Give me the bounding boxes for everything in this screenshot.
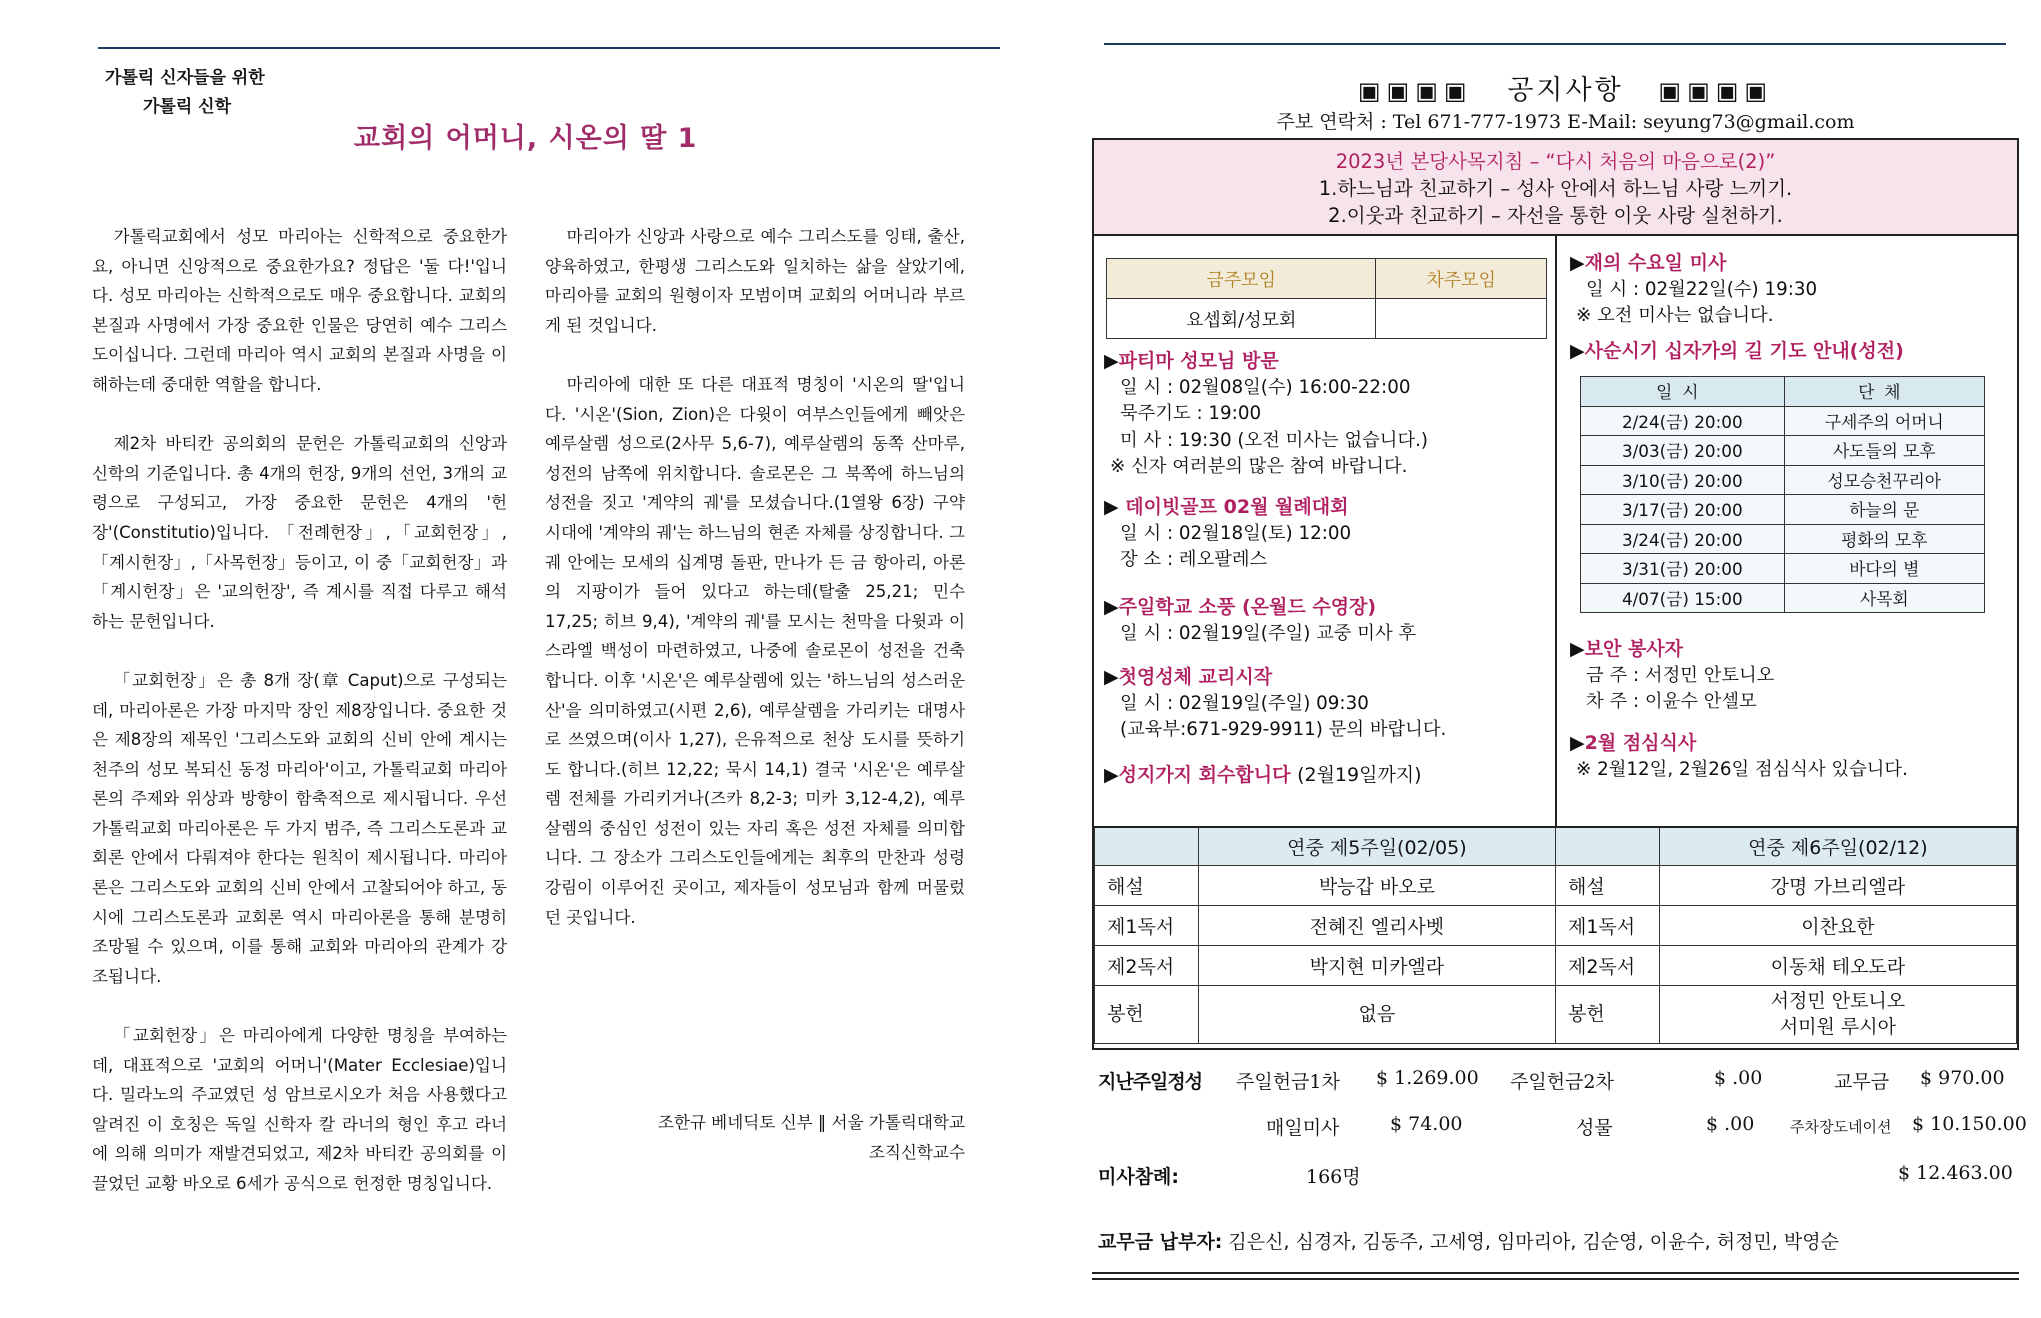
lent-datetime: 2/24(금) 20:00	[1581, 406, 1785, 436]
role-label: 제1독서	[1095, 905, 1199, 945]
notice-row: 일 시 : 02월22일(수) 19:30	[1586, 278, 1818, 300]
author-credit	[545, 1108, 965, 1167]
donors-line	[1098, 1227, 1839, 1254]
week2-name	[1659, 985, 2016, 1043]
title-squares: ▣▣▣▣	[1357, 77, 1473, 105]
sunday1-amount: $ 1.269.00	[1376, 1067, 1479, 1089]
role-label: 해설	[1555, 865, 1659, 905]
arrow-icon: ▶	[1104, 764, 1119, 786]
notice-ash-wednesday	[1570, 250, 1817, 330]
lent-group: 구세주의 어머니	[1784, 406, 1984, 436]
week1-name: 박지현 미카엘라	[1198, 945, 1555, 985]
lent-datetime: 4/07(금) 15:00	[1581, 583, 1785, 613]
paragraph: 마리아가 신앙과 사랑으로 예수 그리스도를 잉태, 출산, 양육하였고, 한평생 그리스도와 일치하는 삶을 살았기에, 마리아를 교회의 원형이자 모범이며 교회의 어머니라 부르게 된 것입니다.	[545, 227, 965, 335]
attendance-label: 미사참례:	[1098, 1166, 1180, 1188]
article-column-2	[545, 222, 965, 932]
notice-note: (2월19일까지)	[1297, 764, 1422, 786]
notice-row: 일 시 : 02월19일(주일) 09:30	[1120, 692, 1369, 714]
notice-row: 묵주기도 : 19:00	[1120, 403, 1262, 424]
notice-heading: 첫영성체 교리시작	[1118, 666, 1273, 688]
pastoral-title: 2023년 본당사목지침 – “다시 처음의 마음으로(2)”	[1335, 150, 1776, 173]
notice-row: ※ 오전 미사는 없습니다.	[1576, 305, 1774, 326]
kyomu-amount: $ 970.00	[1920, 1067, 2005, 1089]
offertory-name: 서미원 루시아	[1779, 1016, 1896, 1038]
author-line: 조한규 베네딕토 신부 ‖ 서울 가톨릭대학교	[657, 1113, 965, 1132]
role-label: 봉헌	[1555, 985, 1659, 1043]
paragraph: 제2차 바티칸 공의회의 문헌은 가톨릭교회의 신앙과 신학의 기준입니다. 총 4개의 헌장, 9개의 선언, 3개의 교령으로 구성되고, 가장 중요한 문헌은 4개의 '헌장'(Constitutio)입니다. 「전례헌장」,「교회헌장」,「계시헌장」,「사목헌장」등이고, 이 중「교회헌장」과「계시헌장」은 '교의헌장', 즉 계시를 직접 다루고 해석하는 문헌입니다.	[92, 434, 507, 631]
paragraph: 「교회헌장」은 마리아에게 다양한 명칭을 부여하는데, 대표적으로 '교회의 어머니'(Mater Ecclesiae)입니다. 밀라노의 주교였던 성 암브로시오가 처음 사용했다고 알려진 이 호칭은 독일 신학자 칼 라너의 형인 후고 라너에 의해 의미가 재발견되었고, 제2차 바티칸 공의회를 이끌었던 교황 바오로 6세가 공식으로 헌정한 명칭입니다.	[92, 1026, 507, 1193]
sunday2-amount: $ .00	[1714, 1067, 1763, 1089]
role-label: 제1독서	[1555, 905, 1659, 945]
notice-row: ※ 2월12일, 2월26일 점심식사 있습니다.	[1576, 758, 1908, 780]
week2-name: 이찬요한	[1659, 905, 2016, 945]
pastoral-item: 2.이웃과 친교하기 – 자선을 통한 이웃 사랑 실천하기.	[1328, 204, 1783, 227]
notice-heading: 데이빗골프 02월 월례대회	[1125, 496, 1349, 518]
lent-group: 하늘의 문	[1784, 495, 1984, 525]
parking-label: 주차장도네이션	[1790, 1118, 1892, 1136]
header-datetime: 일시	[1581, 377, 1785, 407]
lent-group: 사도들의 모후	[1784, 436, 1984, 466]
notice-heading: 재의 수요일 미사	[1584, 252, 1727, 274]
lent-datetime: 3/10(금) 20:00	[1581, 465, 1785, 495]
lent-row	[1581, 554, 1985, 584]
lent-row	[1581, 406, 1985, 436]
notice-lent	[1570, 338, 1904, 365]
role-label: 제2독서	[1555, 945, 1659, 985]
pastoral-guidelines	[1094, 140, 2017, 236]
header-this-week: 금주모임	[1107, 259, 1376, 299]
right-page	[1090, 0, 2041, 1318]
notice-row: 미 사 : 19:30 (오전 미사는 없습니다.)	[1120, 429, 1429, 451]
sunday2-label: 주일헌금2차	[1510, 1071, 1614, 1093]
notice-heading: 2월 점심식사	[1584, 732, 1697, 754]
daily-label: 매일미사	[1266, 1117, 1340, 1139]
notice-row: 일 시 : 02월08일(수) 16:00-22:00	[1120, 376, 1411, 398]
lent-datetime: 3/03(금) 20:00	[1581, 436, 1785, 466]
top-rule	[1104, 43, 2006, 45]
notice-golf	[1104, 494, 1351, 574]
paragraph: 「교회헌장」은 총 8개 장(章 Caput)으로 구성되는데, 마리아론은 가장 마지막 장인 제8장입니다. 중요한 것은 제8장의 제목인 '그리스도와 교회의 신비 안에 계시는 천주의 성모 복되신 동정 마리아'이고, 가톨릭교회 마리아론의 주제와 위상과 방향이 함축적으로 제시됩니다. 우선 가톨릭교회 마리아론은 두 가지 범주, 즉 그리스도론과 교회론 안에서 다뤄져야 한다는 원칙이 제시됩니다. 마리아론은 그리스도와 교회의 신비 안에서 고찰되어야 하고, 동시에 그리스도론과 교회론 역시 마리아론을 통해 분명히 조망될 수 있으며, 이를 통해 교회와 마리아의 관계가 강조됩니다.	[92, 670, 507, 986]
kyomu-label: 교무금	[1834, 1071, 1890, 1093]
notice-row: 일 시 : 02월18일(토) 12:00	[1120, 522, 1352, 544]
contact-line: 주보 연락처 : Tel 671-777-1973 E-Mail: seyung73@gmail.com	[1276, 111, 1855, 133]
notice-security	[1570, 636, 1774, 716]
notice-heading: 보안 봉사자	[1584, 638, 1684, 660]
notice-title	[1090, 68, 2041, 107]
column-divider	[1555, 236, 1557, 826]
lent-group: 바다의 별	[1784, 554, 1984, 584]
role-label: 봉헌	[1095, 985, 1199, 1043]
header-group: 단체	[1784, 377, 1984, 407]
total-amount: $ 12.463.00	[1898, 1162, 2013, 1184]
donors-label: 교무금 납부자:	[1098, 1231, 1223, 1253]
goods-amount: $ .00	[1706, 1113, 1755, 1135]
arrow-icon: ▶	[1104, 350, 1119, 372]
bottom-rule	[1092, 1278, 2019, 1280]
notice-box	[1092, 138, 2019, 1050]
arrow-icon: ▶	[1104, 496, 1119, 518]
lent-group: 성모승천꾸리아	[1784, 465, 1984, 495]
arrow-icon: ▶	[1570, 340, 1585, 362]
attendance-count: 166명	[1306, 1166, 1361, 1188]
notice-row: 차 주 : 이윤수 안셀모	[1586, 691, 1757, 712]
series-label: 가톨릭 신자들을 위한	[105, 68, 265, 88]
week1-header: 연중 제5주일(02/05)	[1198, 827, 1555, 865]
liturgy-roles-table	[1094, 826, 2017, 1044]
week2-header: 연중 제6주일(02/12)	[1659, 827, 2016, 865]
pastoral-item: 1.하느님과 친교하기 – 성사 안에서 하느님 사랑 느끼기.	[1318, 177, 1793, 200]
article-column-1	[92, 222, 507, 1199]
title-squares: ▣▣▣▣	[1658, 77, 1774, 105]
arrow-icon: ▶	[1570, 638, 1585, 660]
header-next-week: 차주모임	[1376, 259, 1547, 299]
arrow-icon: ▶	[1104, 666, 1119, 688]
this-week-meeting: 요셉회/성모회	[1107, 299, 1376, 339]
notice-lunch	[1570, 730, 1908, 783]
notice-row: 장 소 : 레오팔레스	[1120, 549, 1268, 570]
series-sublabel: 가톨릭 신학	[143, 97, 232, 117]
donors-list: 김은신, 심경자, 김동주, 고세영, 임마리아, 김순영, 이윤수, 허정민, 박영순	[1228, 1231, 1839, 1253]
offertory-name: 서정민 안토니오	[1770, 990, 1906, 1012]
lent-row	[1581, 583, 1985, 613]
notice-heading: 사순시기 십자가의 길 기도 안내(성전)	[1584, 340, 1904, 362]
blank-header	[1555, 827, 1659, 865]
notice-row: ※ 신자 여러분의 많은 참여 바랍니다.	[1110, 456, 1408, 477]
lent-group: 평화의 모후	[1784, 524, 1984, 554]
left-page	[0, 0, 1010, 1318]
arrow-icon: ▶	[1104, 596, 1119, 618]
notice-row: (교육부:671-929-9911) 문의 바랍니다.	[1120, 719, 1447, 740]
parking-amount: $ 10.150.00	[1912, 1113, 2027, 1135]
author-title: 조직신학교수	[868, 1142, 965, 1162]
lent-row	[1581, 465, 1985, 495]
bottom-rule	[1092, 1272, 2019, 1274]
goods-label: 성물	[1576, 1117, 1613, 1139]
notice-picnic	[1104, 594, 1416, 647]
lent-row	[1581, 436, 1985, 466]
lent-row	[1581, 495, 1985, 525]
last-week-label: 지난주일정성	[1098, 1071, 1203, 1093]
blank-header	[1095, 827, 1199, 865]
notice-heading: 주일학교 소풍 (온월드 수영장)	[1118, 596, 1377, 618]
notice-row: 금 주 : 서정민 안토니오	[1586, 664, 1775, 686]
daily-amount: $ 74.00	[1390, 1113, 1463, 1135]
role-label: 제2독서	[1095, 945, 1199, 985]
lent-row	[1581, 524, 1985, 554]
notice-fatima	[1104, 348, 1428, 481]
week2-name: 이동채 테오도라	[1659, 945, 2016, 985]
paragraph: 마리아에 대한 또 다른 대표적 명칭이 '시온의 딸'입니다. '시온'(Sion, Zion)은 다윗이 여부스인들에게 빼앗은 예루살렘 성으로(2사무 5,6-7), 예루살렘의 동쪽 산마루, 성전의 남쪽에 위치합니다. 솔로몬은 그 북쪽에 하느님의 성전을 짓고 '계약의 궤'를 모셨습니다.(1열왕 6장) 구약 시대에 '계약의 궤'는 하느님의 현존 자체를 상징합니다. 그 궤 안에는 모세의 십계명 돌판, 만나가 든 금 항아리, 아론의 지팡이가 들어 있다고 하는데(탈출 25,21; 민수 17,25; 히브 9,4), '계약의 궤'를 모시는 천막을 다윗과 이스라엘 백성이 마련하였고, 나중에 솔로몬이 성전을 건축합니다. 이후 '시온'은 예루살렘에 있는 '하느님의 성스러운 산'을 의미하였고(시편 2,6), 예루살렘을 가리키는 대명사로 쓰였으며(이사 1,27), 은유적으로 천상 도시를 뜻하기도 합니다.(히브 12,22; 묵시 14,1) 결국 '시온'은 예루살렘 전체를 가리키거나(즈카 8,2-3; 미카 3,12-4,2), 예루살렘의 중심인 성전이 있는 자리 혹은 성전 자체를 의미합니다. 그 장소가 그리스도인들에게는 최후의 만찬과 성령 강림이 이루어진 곳이고, 제자들이 성모님과 함께 머물렀던 곳입니다.	[545, 374, 965, 927]
arrow-icon: ▶	[1570, 732, 1585, 754]
lent-datetime: 3/31(금) 20:00	[1581, 554, 1785, 584]
week2-name: 강명 가브리엘라	[1659, 865, 2016, 905]
paragraph: 가톨릭교회에서 성모 마리아는 신학적으로 중요한가요, 아니면 신앙적으로 중요한가요? 정답은 '둘 다!'입니다. 성모 마리아는 신학적으로도 매우 중요합니다. 교회의 본질과 사명에서 가장 중요한 인물은 당연히 예수 그리스도이십니다. 그런데 마리아 역시 교회의 본질과 사명을 이해하는데 중대한 역할을 합니다.	[92, 227, 507, 394]
meeting-table	[1106, 258, 1547, 339]
week1-name: 없음	[1198, 985, 1555, 1043]
lent-group: 사목회	[1784, 583, 1984, 613]
lent-datetime: 3/24(금) 20:00	[1581, 524, 1785, 554]
next-week-meeting	[1376, 299, 1547, 339]
article-title: 교회의 어머니, 시온의 딸 1	[354, 123, 698, 154]
top-rule	[98, 47, 1000, 49]
title-text: 공지사항	[1507, 75, 1624, 106]
sunday1-label: 주일헌금1차	[1236, 1071, 1340, 1093]
week1-name: 박능갑 바오로	[1198, 865, 1555, 905]
notice-row: 일 시 : 02월19일(주일) 교중 미사 후	[1120, 622, 1417, 644]
role-label: 해설	[1095, 865, 1199, 905]
lent-datetime: 3/17(금) 20:00	[1581, 495, 1785, 525]
notice-palm	[1104, 762, 1422, 789]
notice-heading: 성지가지 회수합니다	[1118, 764, 1291, 786]
lent-schedule-table	[1580, 376, 1985, 613]
notice-first-communion	[1104, 664, 1446, 744]
arrow-icon: ▶	[1570, 252, 1585, 274]
week1-name: 전혜진 엘리사벳	[1198, 905, 1555, 945]
notice-heading: 파티마 성모님 방문	[1118, 350, 1279, 372]
